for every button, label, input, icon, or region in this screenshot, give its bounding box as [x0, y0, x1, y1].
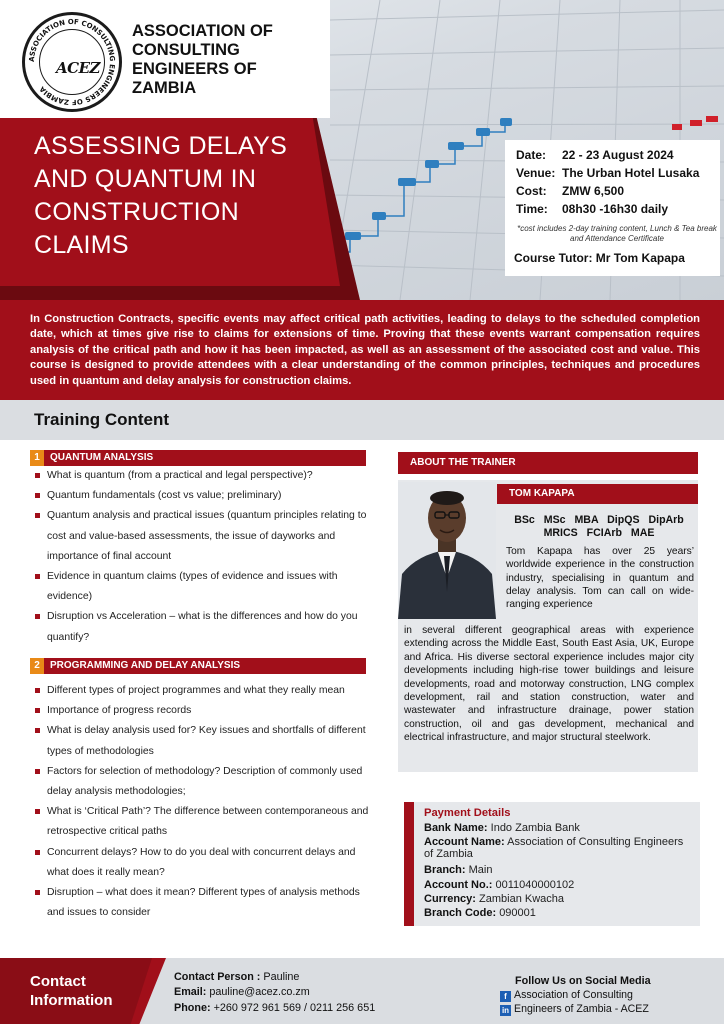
section-number: 1	[30, 450, 44, 466]
organization-name: ASSOCIATION OF CONSULTING ENGINEERS OF ZAMBIA	[132, 22, 273, 97]
facebook-icon: f	[500, 991, 511, 1002]
about-trainer-title: ABOUT THE TRAINER	[410, 457, 516, 468]
social-media-title: Follow Us on Social Media	[515, 975, 651, 987]
list-item: What is quantum (from a practical and legal perspective)?	[34, 466, 370, 486]
payment-account-no: Account No.: 0011040000102	[424, 879, 575, 891]
list-item: Factors for selection of methodology? Description of commonly used delay analysis methodologies;	[34, 762, 370, 802]
trainer-name: TOM KAPAPA	[509, 488, 575, 499]
delay-topics-list	[34, 681, 370, 923]
section-header-programming	[30, 658, 366, 674]
list-item: Importance of progress records	[34, 701, 370, 721]
payment-branch: Branch: Main	[424, 864, 493, 876]
list-item: Quantum fundamentals (cost vs value; preliminary)	[34, 486, 370, 506]
quantum-topics-list	[34, 466, 370, 648]
logo-abbreviation: ACEZ	[56, 59, 100, 77]
intro-band	[0, 300, 724, 400]
trainer-bio-part1: Tom Kapapa has over 25 years’ worldwide experience in the construction industry, specialising in quantum and delay analysis. Tom can call on wide-ranging experience	[506, 546, 694, 611]
section-number: 2	[30, 658, 44, 674]
list-item: What is delay analysis used for? Key issues and shortfalls of different types of methodologies	[34, 721, 370, 761]
about-trainer-header	[398, 452, 698, 474]
svg-text:ASSOCIATION OF CONSULTING ENGI: ASSOCIATION OF CONSULTING ENGINEERS OF ZAMBIA	[27, 17, 117, 107]
list-item: Quantum analysis and practical issues (quantum principles relating to cost and value-based assessments, the issue of dayworks and importance of final account	[34, 506, 370, 567]
list-item: Concurrent delays? How to do you deal with concurrent delays and what does it really mean?	[34, 843, 370, 883]
contact-email: Email: pauline@acez.co.zm	[174, 986, 310, 999]
event-date: Date: 22 - 23 August 2024	[516, 148, 674, 162]
payment-details-panel	[414, 802, 700, 926]
event-info-panel	[505, 140, 720, 276]
section-title: PROGRAMMING AND DELAY ANALYSIS	[50, 660, 241, 671]
section-title: QUANTUM ANALYSIS	[50, 452, 154, 463]
list-item: Disruption vs Acceleration – what is the differences and how do you quantify?	[34, 607, 370, 647]
facebook-link[interactable]: f Association of Consulting	[500, 989, 633, 1002]
section-header-quantum	[30, 450, 366, 466]
payment-title: Payment Details	[424, 807, 511, 819]
intro-text: In Construction Contracts, specific events may affect critical path activities, leading to delays to the scheduled completion date, which at times give rise to claims for extensions of time. Proving that these events warrant compensation requires analysis of the critical path and how it has been impacted, as well as an assessment of the associated cost and value. This course is designed to provide attendees with a clear understanding of the common principles, techniques and procedures used in quantum and delay analysis for construction claims.	[30, 313, 700, 387]
trainer-name-bar	[497, 484, 698, 504]
course-title: ASSESSING DELAYS AND QUANTUM IN CONSTRUCTION CLAIMS	[34, 132, 288, 259]
event-time: Time: 08h30 -16h30 daily	[516, 202, 669, 216]
acez-logo	[22, 12, 122, 112]
payment-bank: Bank Name: Indo Zambia Bank	[424, 822, 580, 834]
payment-currency: Currency: Zambian Kwacha	[424, 893, 565, 905]
training-content-heading: Training Content	[34, 410, 170, 429]
list-item: Different types of project programmes and what they really mean	[34, 681, 370, 701]
trainer-credentials: BSc MSc MBA DipQS DipArb MRICS FCIArb MAE	[514, 514, 684, 539]
contact-phone: Phone: +260 972 961 569 / 0211 256 651	[174, 1001, 376, 1014]
course-tutor: Course Tutor: Mr Tom Kapapa	[514, 251, 685, 265]
trainer-photo	[398, 482, 496, 619]
list-item: Evidence in quantum claims (types of evidence and issues with evidence)	[34, 567, 370, 607]
contact-person: Contact Person : Pauline	[174, 971, 300, 983]
contact-details	[174, 970, 375, 1016]
linkedin-link[interactable]: in Engineers of Zambia - ACEZ	[501, 1003, 649, 1015]
header-banner	[0, 0, 724, 300]
event-venue: Venue: The Urban Hotel Lusaka	[516, 166, 700, 180]
list-item: Disruption – what does it mean? Different types of analysis methods and issues to consider	[34, 883, 370, 923]
trainer-bio-part2: in several different geographical areas with experience extending across the Middle East, South East Asia, UK, Europe and Africa. His diverse sectoral experience includes major city developments including high-rise tower buildings and leisure developments, road and motorway construction, LNG complex development, rail and station construction, water and wastewater and infrastructure drainage, power station construction, oil and gas development, mechanical and electrical infrastructure, and major structural steelwork.	[404, 625, 694, 744]
contact-information-title: Contact Information	[30, 973, 113, 1009]
linkedin-icon: in	[501, 1006, 510, 1015]
payment-accent-bar	[404, 802, 414, 926]
email-link[interactable]: pauline@acez.co.zm	[209, 986, 310, 999]
payment-account-name: Account Name: Association of Consulting Engineers of Zambia	[424, 836, 684, 860]
payment-branch-code: Branch Code: 090001	[424, 907, 536, 919]
cost-note: *cost includes 2-day training content, Lunch & Tea break and Attendance Certificate	[517, 224, 717, 243]
trainer-panel	[398, 480, 698, 772]
event-cost: Cost: ZMW 6,500	[516, 184, 625, 198]
list-item: What is ‘Critical Path’? The difference between contemporaneous and retrospective critical paths	[34, 802, 370, 842]
